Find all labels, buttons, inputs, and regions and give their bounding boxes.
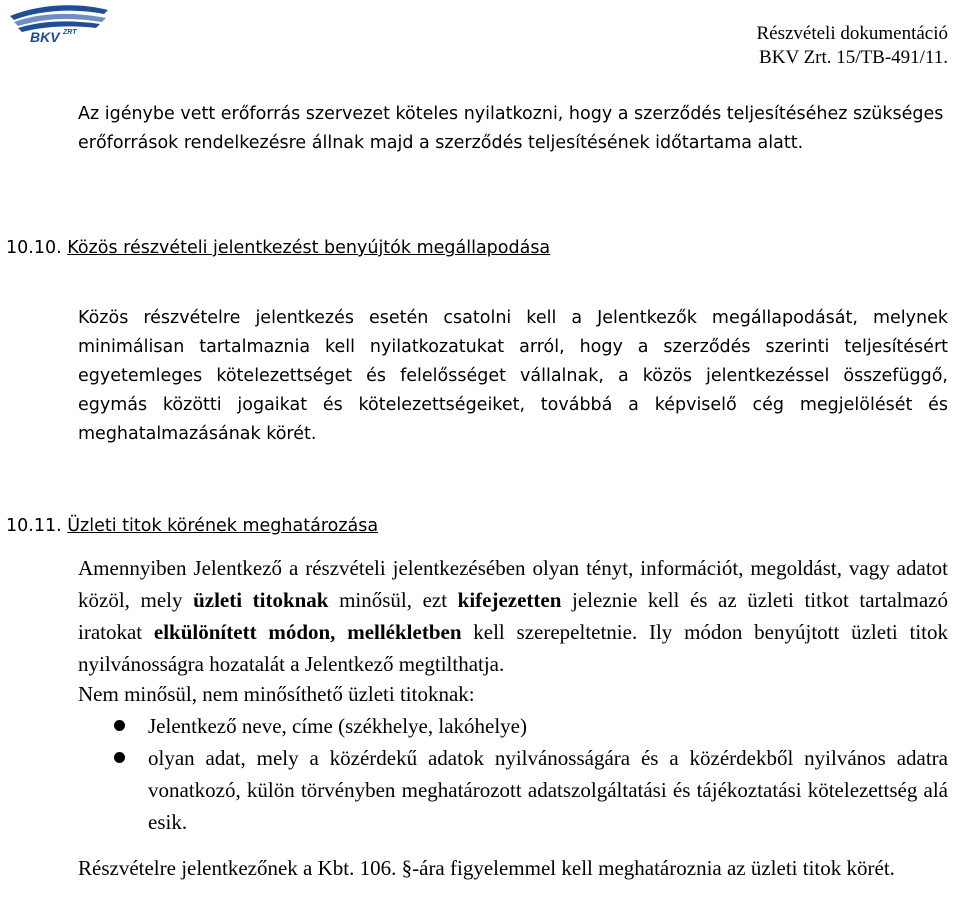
bold-phrase: üzleti titoknak [193,588,329,612]
paragraph-text: jeleznie kell és az üzleti titkot tartalmazó iratokat [78,588,948,644]
list-item-text: olyan adat, mely a közérdekű adatok nyilvánosságára és a közérdekből nyilvános adatra vonatkozó, külön törvényben meghatározott adatszolgáltatási és tájékoztatási kötelezettség alá esik. [148,746,948,834]
list-item [78,710,948,742]
section-10-10-body [78,304,948,449]
not-secret-list [78,710,948,838]
section-10-11-heading [6,512,378,541]
section-body-text: Közös részvételre jelentkezés esetén csatolni kell a Jelentkezők megállapodását, melynek minimálisan tartalmaznia kell nyilatkozatukat arról, hogy a szerződés szerinti teljesítésért egyetemleges kötelezettséget és felelősséget vállalnak, a közös jelentkezéssel összefüggő, egymás közötti jogaikat és kötelezettségeiket, továbbá a képviselő cég megjelölését és meghatalmazásának körét. [78,308,948,444]
section-10-10-heading [6,234,550,263]
paragraph-text: minősül, ezt [328,588,458,612]
list-item-text: Jelentkező neve, címe (székhelye, lakóhelye) [148,714,527,738]
bkv-logo [8,2,112,44]
paragraph-text: Részvételre jelentkezőnek a Kbt. 106. §-ára figyelemmel kell meghatároznia az üzleti titok körét. [78,856,895,880]
bold-phrase: kifejezetten [457,588,562,612]
kbt-paragraph [78,852,948,884]
list-item [78,742,948,838]
bullet-icon [114,720,125,731]
intro-paragraph [78,100,948,158]
bold-phrase: elkülönített módon, mellékletben [153,620,462,644]
paragraph-text: Amennyiben Jelentkező a részvételi jelentkezésében olyan tényt, információt, megoldást, vagy adatot közöl, mely [78,556,948,612]
section-title: Közös részvételi jelentkezést benyújtók megállapodása [67,238,551,258]
paragraph-text: kell szerepeltetnie. Ily módon benyújtott üzleti titok nyilvánosságra hozatalát a Jelentkező megtilthatja. [78,620,949,676]
bullet-icon [114,752,125,763]
business-secret-paragraph [78,552,948,680]
not-secret-intro [78,678,948,710]
section-number: 10.10. [6,238,62,258]
section-number: 10.11. [6,516,62,536]
section-title: Üzleti titok körének meghatározása [67,516,379,536]
logo-suffix: ZRT [63,29,77,36]
document-header [756,22,948,70]
logo-text: BKV [30,29,60,44]
intro-text: Az igénybe vett erőforrás szervezet köteles nyilatkozni, hogy a szerződés teljesítéséhez szükséges erőforrások rendelkezésre állnak majd a szerződés teljesítésének időtartama alatt. [78,104,944,153]
paragraph-text: Nem minősül, nem minősíthető üzleti titoknak: [78,682,475,706]
doc-id: BKV Zrt. 15/TB-491/11. [759,47,948,68]
doc-title: Részvételi dokumentáció [756,23,948,44]
